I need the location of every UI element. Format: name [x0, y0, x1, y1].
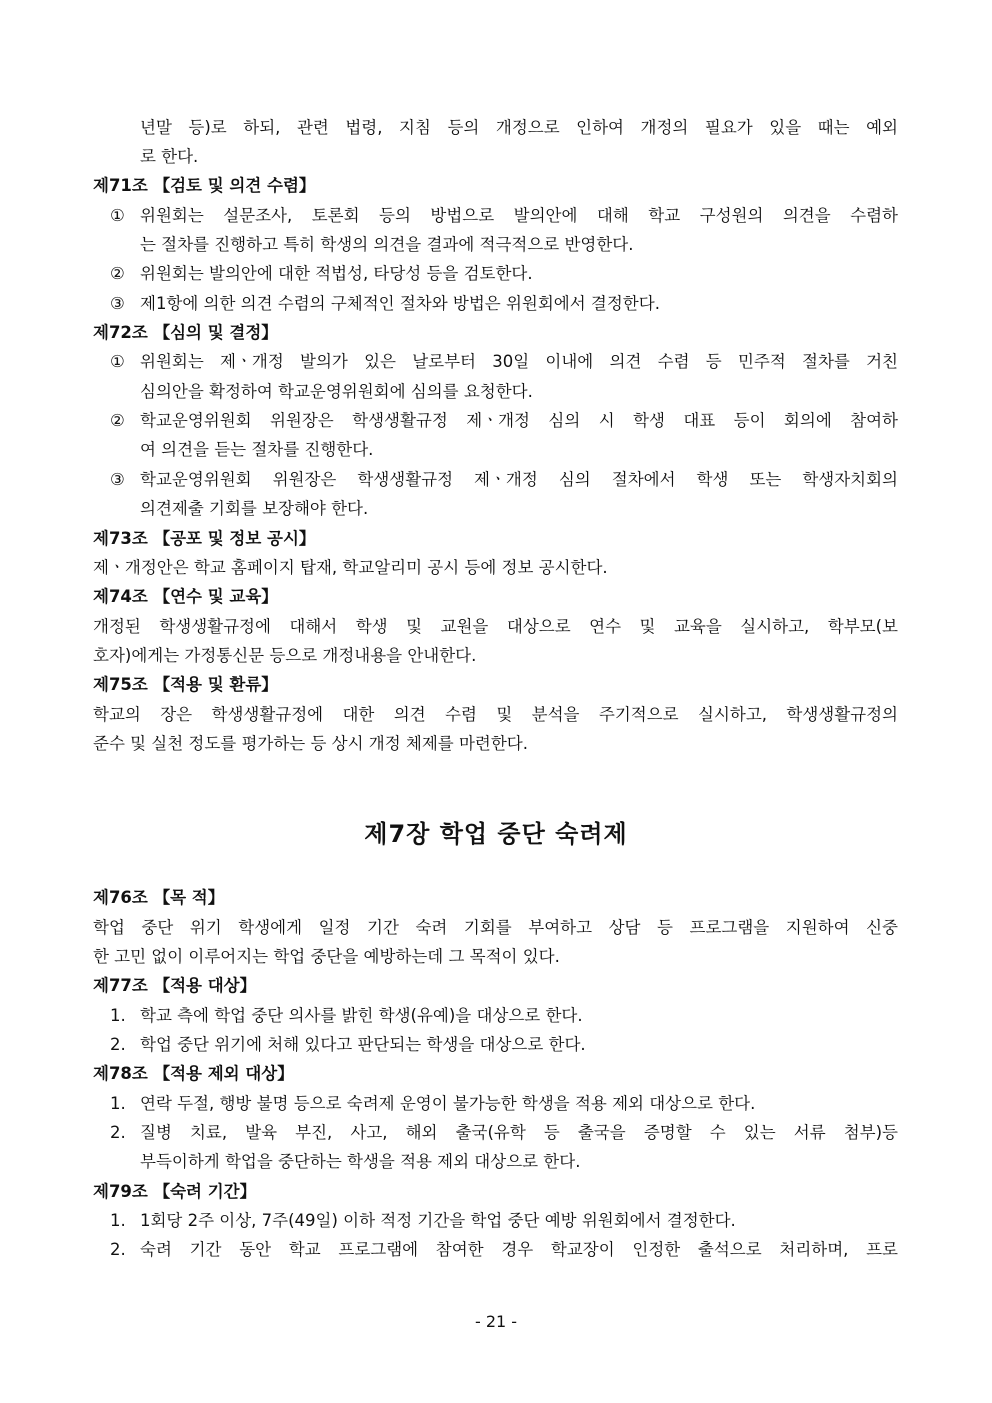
article-heading: 제74조 【연수 및 교육】: [93, 587, 278, 606]
article-heading: 제77조 【적용 대상】: [93, 976, 257, 995]
text-line: 준수 및 실천 정도를 평가하는 등 상시 개정 체제를 마련한다.: [93, 734, 528, 753]
text-line: 심의안을 확정하여 학교운영위원회에 심의를 요청한다.: [140, 382, 533, 401]
article-heading: 제76조 【목 적】: [93, 888, 225, 907]
text-line: 학교의 장은 학생생활규정에 대한 의견 수렴 및 분석을 주기적으로 실시하고, 학생생활규정의: [93, 705, 898, 724]
text-line: 학교운영위원회 위원장은 학생생활규정 제ㆍ개정 심의 시 학생 대표 등이 회의에 참여하: [140, 411, 898, 430]
item-marker: 1.: [110, 1211, 126, 1230]
text-line: 한 고민 없이 이루어지는 학업 중단을 예방하는데 그 목적이 있다.: [93, 947, 560, 966]
clause-marker: ②: [110, 411, 125, 430]
article-heading: 제72조 【심의 및 결정】: [93, 323, 278, 342]
text-line: 의견제출 기회를 보장해야 한다.: [140, 499, 369, 518]
text-line: 숙려 기간 동안 학교 프로그램에 참여한 경우 학교장이 인정한 출석으로 처리하며, 프로: [140, 1240, 898, 1259]
item-marker: 2.: [110, 1123, 126, 1142]
clause-marker: ③: [110, 470, 125, 489]
text-line: 부득이하게 학업을 중단하는 학생을 적용 제외 대상으로 한다.: [140, 1152, 581, 1171]
article-heading: 제79조 【숙려 기간】: [93, 1182, 257, 1201]
article-heading: 제75조 【적용 및 환류】: [93, 675, 278, 694]
item-marker: 1.: [110, 1006, 126, 1025]
clause-marker: ①: [110, 206, 125, 225]
item-marker: 2.: [110, 1240, 126, 1259]
text-line: 1회당 2주 이상, 7주(49일) 이하 적정 기간을 학업 중단 예방 위원회에서 결정한다.: [140, 1211, 736, 1230]
text-line: 위원회는 설문조사, 토론회 등의 방법으로 발의안에 대해 학교 구성원의 의견을 수렴하: [140, 206, 898, 225]
clause-marker: ①: [110, 352, 125, 371]
article-heading: 제71조 【검토 및 의견 수렴】: [93, 176, 316, 195]
text-line: 학교운영위원회 위원장은 학생생활규정 제ㆍ개정 심의 절차에서 학생 또는 학생자치회의: [140, 470, 898, 489]
text-line: 위원회는 발의안에 대한 적법성, 타당성 등을 검토한다.: [140, 264, 533, 283]
chapter-title: 제7장 학업 중단 숙려제: [364, 820, 628, 848]
text-line: 학업 중단 위기에 처해 있다고 판단되는 학생을 대상으로 한다.: [140, 1035, 586, 1054]
item-marker: 2.: [110, 1035, 126, 1054]
text-line: 호자)에게는 가정통신문 등으로 개정내용을 안내한다.: [93, 646, 477, 665]
text-line: 년말 등)로 하되, 관련 법령, 지침 등의 개정으로 인하여 개정의 필요가 있을 때는 예외: [140, 118, 898, 137]
text-line: 학교 측에 학업 중단 의사를 밝힌 학생(유예)을 대상으로 한다.: [140, 1006, 583, 1025]
text-line: 제ㆍ개정안은 학교 홈페이지 탑재, 학교알리미 공시 등에 정보 공시한다.: [93, 558, 608, 577]
text-line: 질병 치료, 발육 부진, 사고, 해외 출국(유학 등 출국을 증명할 수 있는 서류 첨부)등: [140, 1123, 898, 1142]
text-line: 개정된 학생생활규정에 대해서 학생 및 교원을 대상으로 연수 및 교육을 실시하고, 학부모(보: [93, 617, 898, 636]
text-line: 제1항에 의한 의견 수렴의 구체적인 절차와 방법은 위원회에서 결정한다.: [140, 294, 660, 313]
article-heading: 제78조 【적용 제외 대상】: [93, 1064, 294, 1083]
text-line: 위원회는 제ㆍ개정 발의가 있은 날로부터 30일 이내에 의견 수렴 등 민주적 절차를 거친: [140, 352, 898, 371]
clause-marker: ②: [110, 264, 125, 283]
text-line: 여 의견을 듣는 절차를 진행한다.: [140, 440, 374, 459]
text-line: 는 절차를 진행하고 특히 학생의 의견을 결과에 적극적으로 반영한다.: [140, 235, 634, 254]
text-line: 연락 두절, 행방 불명 등으로 숙려제 운영이 불가능한 학생을 적용 제외 대상으로 한다.: [140, 1094, 756, 1113]
article-heading: 제73조 【공포 및 정보 공시】: [93, 529, 316, 548]
text-line: 학업 중단 위기 학생에게 일정 기간 숙려 기회를 부여하고 상담 등 프로그램을 지원하여 신중: [93, 918, 898, 937]
page-number: - 21 -: [474, 1312, 518, 1331]
text-line: 로 한다.: [140, 147, 199, 166]
clause-marker: ③: [110, 294, 125, 313]
item-marker: 1.: [110, 1094, 126, 1113]
